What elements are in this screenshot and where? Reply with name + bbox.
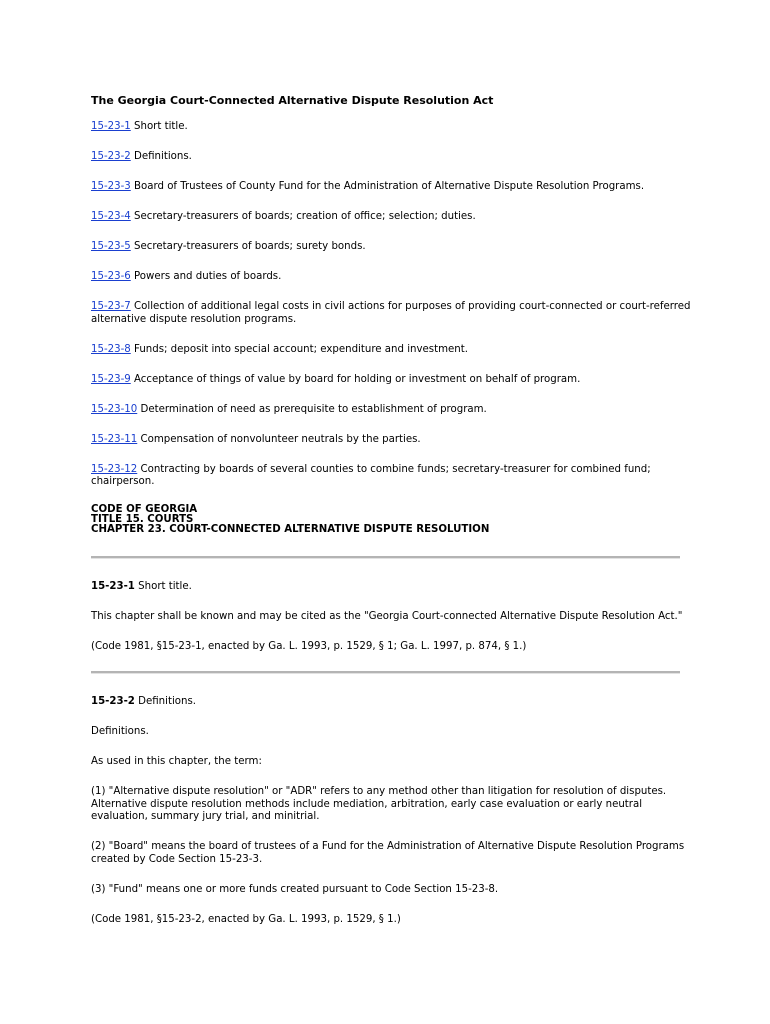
toc-entry	[91, 271, 691, 284]
section-citation: (Code 1981, §15-23-2, enacted by Ga. L. 1993, p. 1529, § 1.)	[91, 913, 401, 925]
toc-entry	[91, 374, 691, 387]
section-15-23-2	[91, 696, 691, 926]
toc-entry	[91, 121, 691, 134]
toc-entry-text: Determination of need as prerequisite to establishment of program.	[140, 403, 487, 415]
section-title: Definitions.	[138, 696, 197, 707]
section-number: 15-23-2	[91, 696, 135, 707]
toc-entry-text: Secretary-treasurers of boards; surety bonds.	[134, 241, 366, 252]
toc-link-15-23-11[interactable]: 15-23-11	[91, 433, 138, 445]
definition-item: (1) "Alternative dispute resolution" or "ADR" refers to any method other than litigation for resolution of disputes. Alternative dispute resolution methods include mediation, arbitration, early case evaluation or early neutral evaluation, summary jury trial, and minitrial.	[91, 786, 667, 822]
toc-link-15-23-9[interactable]: 15-23-9	[91, 373, 131, 385]
toc-link-15-23-6[interactable]: 15-23-6	[91, 271, 131, 282]
toc-entry	[91, 344, 691, 357]
document-body	[91, 94, 691, 944]
toc-entry	[91, 301, 691, 326]
code-header-line: TITLE 15. COURTS	[91, 514, 194, 525]
toc-entry-text: Powers and duties of boards.	[134, 271, 282, 282]
table-of-contents	[91, 121, 691, 489]
section-15-23-1	[91, 581, 691, 654]
section-number: 15-23-1	[91, 581, 135, 592]
section-subheading: Definitions.	[91, 726, 149, 737]
toc-entry-text: Secretary-treasurers of boards; creation of office; selection; duties.	[134, 211, 476, 222]
section-divider	[91, 671, 680, 674]
toc-entry-text: Compensation of nonvolunteer neutrals by the parties.	[140, 433, 421, 445]
section-heading	[91, 581, 691, 594]
section-text: This chapter shall be known and may be cited as the "Georgia Court-connected Alternative Dispute Resolution Act."	[91, 611, 683, 622]
toc-entry	[91, 434, 691, 447]
section-heading	[91, 696, 691, 709]
toc-entry	[91, 241, 691, 254]
toc-entry-text: Definitions.	[134, 151, 192, 162]
toc-entry-text: Board of Trustees of County Fund for the Administration of Alternative Dispute Resolution Programs.	[134, 181, 645, 192]
toc-link-15-23-4[interactable]: 15-23-4	[91, 211, 131, 222]
section-citation: (Code 1981, §15-23-1, enacted by Ga. L. 1993, p. 1529, § 1; Ga. L. 1997, p. 874, § 1.)	[91, 641, 527, 652]
toc-link-15-23-2[interactable]: 15-23-2	[91, 151, 131, 162]
section-divider	[91, 556, 680, 559]
toc-link-15-23-1[interactable]: 15-23-1	[91, 121, 131, 132]
section-title: Short title.	[138, 581, 192, 592]
toc-link-15-23-12[interactable]: 15-23-12	[91, 463, 138, 475]
toc-entry-text: Acceptance of things of value by board for holding or investment on behalf of program.	[134, 373, 581, 385]
toc-entry	[91, 464, 691, 489]
toc-entry-text: Funds; deposit into special account; expenditure and investment.	[134, 343, 468, 355]
toc-entry	[91, 181, 691, 194]
toc-entry-text: Collection of additional legal costs in civil actions for purposes of providing court-connected or court-referred alternative dispute resolution programs.	[91, 301, 691, 325]
toc-link-15-23-7[interactable]: 15-23-7	[91, 301, 131, 312]
definition-item: (2) "Board" means the board of trustees of a Fund for the Administration of Alternative Dispute Resolution Programs created by Code Section 15-23-3.	[91, 841, 685, 865]
toc-entry	[91, 211, 691, 224]
toc-link-15-23-5[interactable]: 15-23-5	[91, 241, 131, 252]
document-title: The Georgia Court-Connected Alternative Dispute Resolution Act	[91, 94, 494, 107]
definition-item: (3) "Fund" means one or more funds created pursuant to Code Section 15-23-8.	[91, 883, 499, 895]
code-header	[91, 504, 691, 536]
toc-entry-text: Short title.	[134, 121, 188, 132]
toc-entry	[91, 151, 691, 164]
toc-link-15-23-8[interactable]: 15-23-8	[91, 343, 131, 355]
toc-link-15-23-3[interactable]: 15-23-3	[91, 181, 131, 192]
toc-entry	[91, 404, 691, 417]
code-header-line: CODE OF GEORGIA	[91, 504, 198, 515]
section-intro: As used in this chapter, the term:	[91, 756, 262, 767]
code-header-line: CHAPTER 23. COURT-CONNECTED ALTERNATIVE DISPUTE RESOLUTION	[91, 524, 490, 535]
toc-entry-text: Contracting by boards of several counties to combine funds; secretary-treasurer for combined fund; chairperson.	[91, 463, 651, 487]
toc-link-15-23-10[interactable]: 15-23-10	[91, 403, 138, 415]
